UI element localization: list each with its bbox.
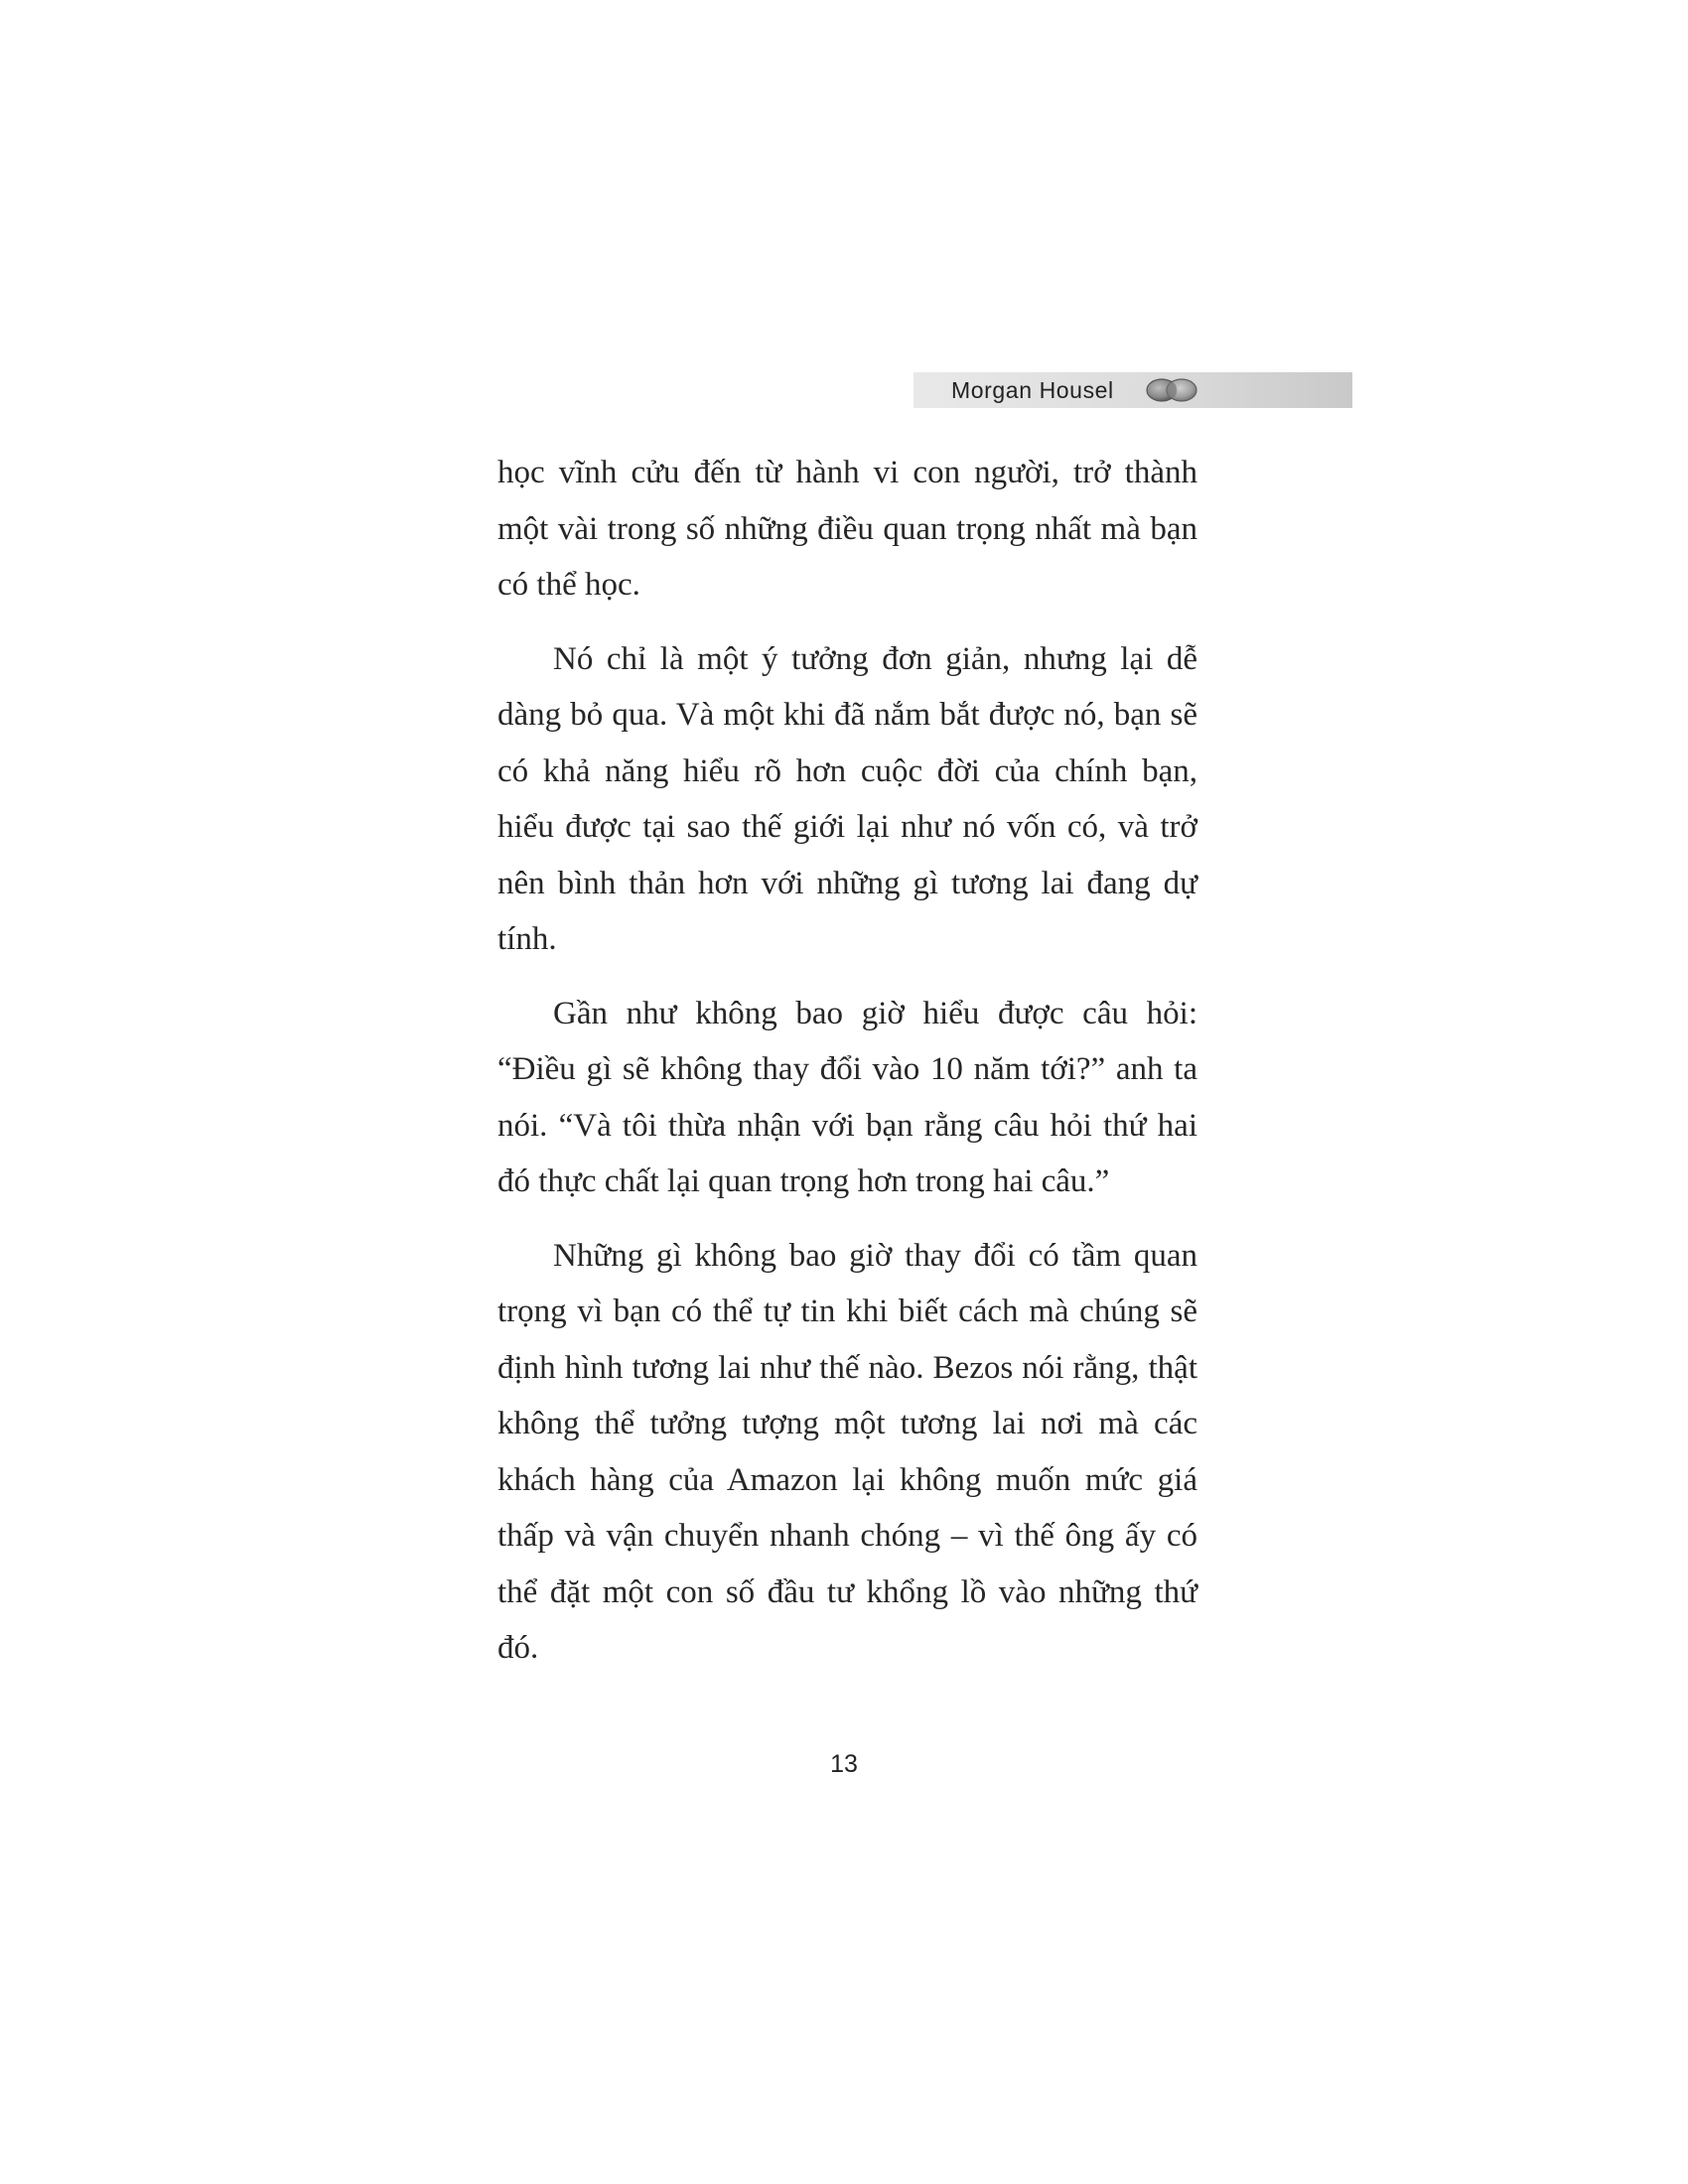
paragraph: Những gì không bao giờ thay đổi có tầm quan trọng vì bạn có thể tự tin khi biết cách mà chúng sẽ định hình tương lai như thế nào. Bezos nói rằng, thật không thể tưởng tượng một tương lai nơi mà các khách hàng của Amazon lại không muốn mức giá thấp và vận chuyển nhanh chóng – vì thế ông ấy có thể đặt một con số đầu tư khổng lồ vào những thứ đó.: [497, 1237, 1197, 1666]
paragraph: Gần như không bao giờ hiểu được câu hỏi: “Điều gì sẽ không thay đổi vào 10 năm tới?” anh ta nói. “Và tôi thừa nhận với bạn rằng câu hỏi thứ hai đó thực chất lại quan trọng hơn trong hai câu.”: [497, 995, 1197, 1199]
page-number: 13: [830, 1750, 858, 1778]
paragraph: Nó chỉ là một ý tưởng đơn giản, nhưng lại dễ dàng bỏ qua. Và một khi đã nắm bắt được nó, bạn sẽ có khả năng hiểu rõ hơn cuộc đời của chính bạn, hiểu được tại sao thế giới lại như nó vốn có, và trở nên bình thản hơn với những gì tương lai đang dự tính.: [497, 640, 1197, 957]
running-header-author: Morgan Housel: [951, 377, 1114, 403]
body-text: [497, 445, 1197, 1695]
double-lens-ornament-icon: [1144, 375, 1201, 405]
paragraph: học vĩnh cửu đến từ hành vi con người, trở thành một vài trong số những điều quan trọng nhất mà bạn có thể học.: [497, 455, 1197, 603]
running-header: [914, 372, 1352, 408]
